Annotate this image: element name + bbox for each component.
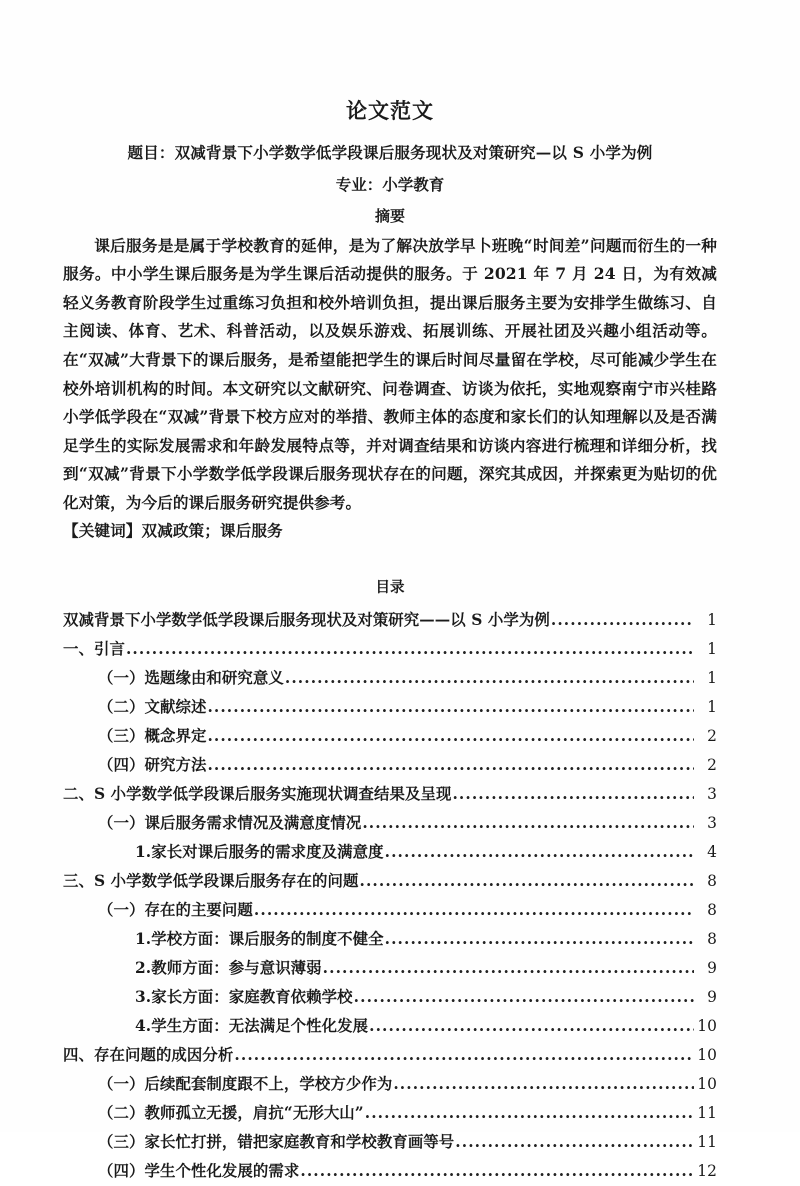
- toc-page-number: 2: [707, 726, 717, 745]
- toc-leader-dots: [452, 787, 694, 802]
- toc-entry[interactable]: [63, 867, 717, 896]
- toc-entry-label: 1.家长对课后服务的需求度及满意度: [135, 842, 384, 861]
- toc-leader-dots: [362, 816, 694, 831]
- toc-entry[interactable]: [63, 896, 717, 925]
- toc-entry-label: 二、S 小学数学低学段课后服务实施现状调查结果及呈现: [63, 784, 452, 803]
- toc-leader-dots: [285, 671, 694, 686]
- toc-entry-label: 1.学校方面：课后服务的制度不健全: [135, 929, 384, 948]
- major-line: 专业：小学教育: [335, 175, 445, 195]
- document-content: [63, 0, 717, 1186]
- toc-entry[interactable]: [63, 954, 717, 983]
- toc-leader-dots: [393, 1077, 694, 1092]
- toc-leader-dots: [323, 961, 694, 976]
- toc-entry[interactable]: [63, 635, 717, 664]
- toc-heading: 目录: [375, 579, 405, 597]
- toc-entry-label: 四、存在问题的成因分析: [63, 1045, 234, 1064]
- toc-leader-dots: [385, 845, 694, 860]
- toc-entry-label: 2.教师方面：参与意识薄弱: [135, 958, 322, 977]
- toc-entry-label: 4.学生方面：无法满足个性化发展: [135, 1016, 369, 1035]
- toc-entry[interactable]: [63, 606, 717, 635]
- toc-page-number: 1: [707, 668, 717, 687]
- toc-leader-dots: [126, 642, 694, 657]
- toc-entry-label: 一、引言: [63, 639, 125, 658]
- toc-entry[interactable]: [63, 693, 717, 722]
- toc-page-number: 10: [697, 1016, 717, 1035]
- toc-page-number: 9: [707, 958, 717, 977]
- toc-entry-label: （三）概念界定: [98, 726, 207, 745]
- toc-page-number: 8: [707, 900, 717, 919]
- toc-leader-dots: [360, 874, 694, 889]
- toc-entry[interactable]: [63, 1099, 717, 1128]
- page-title: 论文范文: [346, 98, 434, 123]
- toc-page-number: 10: [697, 1074, 717, 1093]
- toc-entry-label: （四）学生个性化发展的需求: [98, 1161, 300, 1180]
- thesis-subject-line: 题目：双减背景下小学数学低学段课后服务现状及对策研究—以 S 小学为例: [127, 143, 653, 163]
- toc-entry[interactable]: [63, 925, 717, 954]
- toc-page-number: 1: [707, 697, 717, 716]
- toc-leader-dots: [207, 729, 694, 744]
- toc-leader-dots: [455, 1135, 694, 1150]
- toc-entry-label: （二）教师孤立无援，肩抗“无形大山”: [98, 1103, 364, 1122]
- toc-page-number: 11: [697, 1103, 717, 1122]
- toc-entry[interactable]: [63, 983, 717, 1012]
- toc-page-number: 3: [707, 784, 717, 803]
- toc-page-number: 2: [707, 755, 717, 774]
- toc-entry[interactable]: [63, 1012, 717, 1041]
- toc-entry-label: （三）家长忙打拼，错把家庭教育和学校教育画等号: [98, 1132, 455, 1151]
- toc-entry[interactable]: [63, 1070, 717, 1099]
- toc-page-number: 1: [707, 639, 717, 658]
- toc-entry-label: （四）研究方法: [98, 755, 207, 774]
- toc-page-number: 10: [697, 1045, 717, 1064]
- toc-page-number: 8: [707, 871, 717, 890]
- toc-entry-label: （一）课后服务需求情况及满意度情况: [98, 813, 362, 832]
- table-of-contents: [63, 598, 717, 1186]
- toc-entry[interactable]: [63, 1041, 717, 1070]
- toc-page-number: 3: [707, 813, 717, 832]
- toc-leader-dots: [300, 1164, 694, 1179]
- toc-entry-label: 三、S 小学数学低学段课后服务存在的问题: [63, 871, 359, 890]
- toc-leader-dots: [234, 1048, 694, 1063]
- toc-leader-dots: [369, 1019, 694, 1034]
- toc-leader-dots: [254, 903, 694, 918]
- keywords-line: 【关键词】双减政策；课后服务: [63, 521, 283, 541]
- toc-entry-label: （一）存在的主要问题: [98, 900, 253, 919]
- toc-entry-label: 3.家长方面：家庭教育依赖学校: [135, 987, 353, 1006]
- toc-leader-dots: [207, 700, 694, 715]
- abstract-body: 课后服务是是属于学校教育的延伸，是为了解决放学早卜班晚“时间差”问题而衍生的一种服务。中小学生课后服务是为学生课后活动提供的服务。于 2021 年 7 月 24 日，为有效减轻义务教育阶段学生过重练习负担和校外培训负担，提出课后服务主要为安排学生做练习、自主阅读、体育、艺术、科普活动，以及娱乐游戏、拓展训练、开展社团及兴趣小组活动等。在“双减”大背景下的课后服务，是希望能把学生的课后时间尽量留在学校，尽可能减少学生在校外培训机构的时间。本文研究以文献研究、问卷调查、访谈为依托，实地观察南宁市兴桂路小学低学段在“双减”背景下校方应对的举措、教师主体的态度和家长们的认知理解以及是否满足学生的实际发展需求和年龄发展特点等，并对调查结果和访谈内容进行梳理和详细分析，找到“双减”背景下小学数学低学段课后服务现状存在的问题，深究其成因，并探索更为贴切的优化对策，为今后的课后服务研究提供参考。: [63, 235, 717, 512]
- toc-entry[interactable]: [63, 809, 717, 838]
- toc-entry-label: （二）文献综述: [98, 697, 207, 716]
- toc-leader-dots: [207, 758, 694, 773]
- toc-leader-dots: [365, 1106, 694, 1121]
- toc-entry-label: （一）选题缘由和研究意义: [98, 668, 284, 687]
- toc-page-number: 8: [707, 929, 717, 948]
- toc-page-number: 1: [707, 610, 717, 629]
- toc-page-number: 11: [697, 1132, 717, 1151]
- toc-entry[interactable]: [63, 1128, 717, 1157]
- toc-page-number: 9: [707, 987, 717, 1006]
- toc-entry[interactable]: [63, 838, 717, 867]
- toc-entry-label: 双减背景下小学数学低学段课后服务现状及对策研究——以 S 小学为例: [63, 610, 550, 629]
- toc-leader-dots: [354, 990, 694, 1005]
- toc-entry[interactable]: [63, 780, 717, 809]
- toc-entry[interactable]: [63, 751, 717, 780]
- toc-entry-label: （一）后续配套制度跟不上，学校方少作为: [98, 1074, 393, 1093]
- abstract-heading: 摘要: [374, 207, 405, 226]
- toc-leader-dots: [385, 932, 694, 947]
- toc-entry[interactable]: [63, 722, 717, 751]
- toc-page-number: 4: [707, 842, 717, 861]
- toc-entry[interactable]: [63, 664, 717, 693]
- toc-page-number: 12: [697, 1161, 717, 1180]
- toc-leader-dots: [551, 613, 694, 628]
- toc-entry[interactable]: [63, 1157, 717, 1186]
